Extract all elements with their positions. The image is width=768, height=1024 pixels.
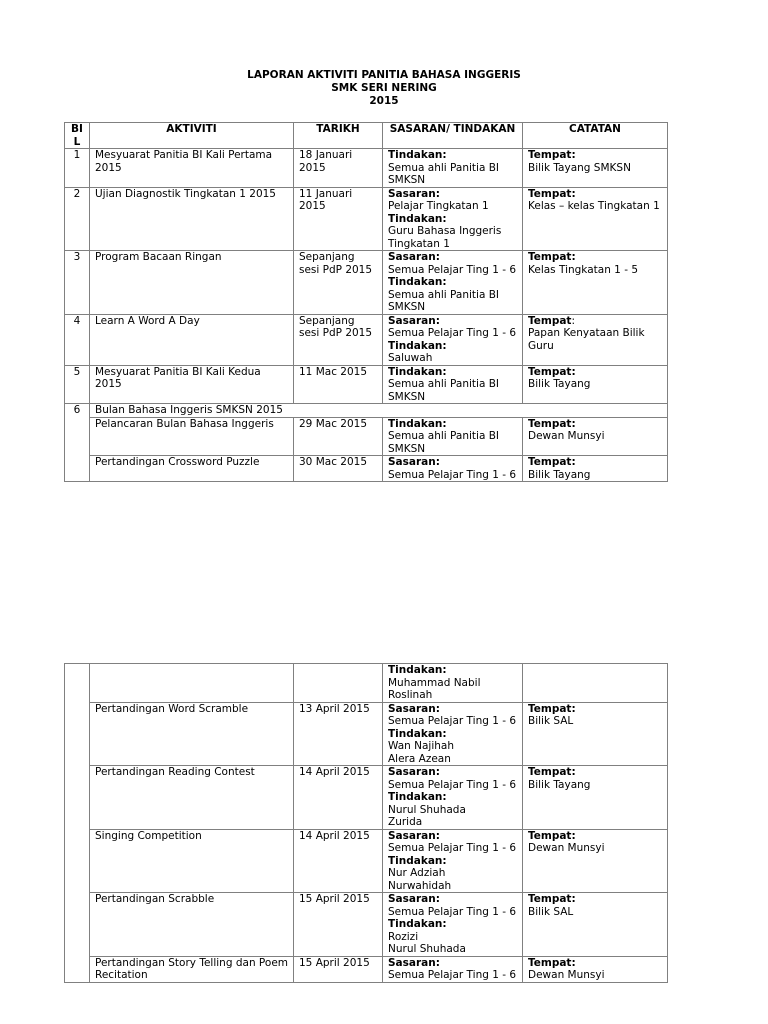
catatan-cell	[523, 956, 668, 982]
catatan-cell	[523, 365, 668, 404]
field-label: Tindakan:	[388, 149, 447, 161]
tarikh-cell: 15 April 2015	[294, 956, 383, 982]
location-label: Tempat:	[528, 829, 576, 842]
location-label: Tempat:	[528, 251, 576, 263]
table-row	[65, 149, 668, 188]
catatan-cell	[523, 417, 668, 456]
catatan-cell	[523, 829, 668, 893]
sasaran-tindakan-cell	[383, 893, 523, 957]
table-row	[65, 829, 668, 893]
sasaran-tindakan-cell	[383, 314, 523, 365]
location-label: Tempat:	[528, 956, 576, 969]
field-value: Nurul Shuhada	[388, 943, 466, 955]
field-value: Rozizi	[388, 930, 419, 943]
sasaran-tindakan-cell	[383, 149, 523, 188]
aktiviti-cell: Pelancaran Bulan Bahasa Inggeris	[90, 417, 294, 456]
catatan-cell	[523, 149, 668, 188]
aktiviti-cell: Mesyuarat Panitia BI Kali Kedua 2015	[90, 365, 294, 404]
field-value: Nur Adziah	[388, 867, 446, 879]
tarikh-cell: 30 Mac 2015	[294, 456, 383, 482]
table-row	[65, 365, 668, 404]
field-value: Nurwahidah	[388, 879, 452, 892]
table-row	[65, 956, 668, 982]
location-label: Tempat:	[528, 893, 576, 905]
sasaran-tindakan-cell	[383, 365, 523, 404]
field-value: Semua Pelajar Ting 1 - 6	[388, 715, 517, 727]
field-value: Semua ahli Panitia BI SMKSN	[388, 288, 500, 313]
field-label: Tindakan:	[388, 365, 447, 378]
location-value: Dewan Munsyi	[528, 969, 605, 981]
sasaran-tindakan-cell	[383, 829, 523, 893]
row-number: 5	[65, 365, 90, 404]
location-label-suffix: :	[571, 314, 575, 327]
school-name: SMK SERI NERING	[331, 82, 437, 94]
sasaran-tindakan-cell	[383, 456, 523, 482]
sasaran-tindakan-cell	[383, 702, 523, 766]
row-number: 2	[65, 187, 90, 251]
location-label: Tempat	[528, 314, 572, 327]
report-year: 2015	[369, 95, 399, 107]
header-bil: BI L	[65, 123, 90, 149]
table-header-row	[65, 123, 668, 149]
aktiviti-cell: Pertandingan Word Scramble	[90, 702, 294, 766]
location-label: Tempat:	[528, 456, 576, 468]
sasaran-tindakan-cell	[383, 417, 523, 456]
field-label: Tindakan:	[388, 212, 447, 225]
row-number: 6	[65, 404, 90, 482]
tarikh-cell: Sepanjang sesi PdP 2015	[294, 251, 383, 315]
field-value: Muhammad Nabil	[388, 676, 481, 689]
header-sasaran-tindakan: SASARAN/ TINDAKAN	[383, 123, 523, 149]
catatan-cell	[523, 702, 668, 766]
field-label: Sasaran:	[388, 893, 440, 905]
aktiviti-cell: Pertandingan Reading Contest	[90, 766, 294, 830]
field-label: Tindakan:	[388, 339, 447, 352]
location-value: Bilik Tayang	[528, 378, 591, 390]
catatan-cell	[523, 664, 668, 703]
tarikh-cell	[294, 664, 383, 703]
field-value: Semua Pelajar Ting 1 - 6	[388, 468, 517, 481]
row-number: 1	[65, 149, 90, 188]
field-label: Tindakan:	[388, 791, 447, 803]
table-row	[65, 187, 668, 251]
field-label: Tindakan:	[388, 727, 447, 740]
field-value: Saluwah	[388, 352, 433, 364]
table-row	[65, 664, 668, 703]
field-label: Sasaran:	[388, 251, 440, 263]
sasaran-tindakan-cell	[383, 251, 523, 315]
location-label: Tempat:	[528, 365, 576, 378]
field-label: Tindakan:	[388, 276, 447, 288]
catatan-cell	[523, 187, 668, 251]
field-label: Tindakan:	[388, 854, 447, 867]
activity-table-page-2	[64, 663, 668, 983]
sasaran-tindakan-cell	[383, 187, 523, 251]
location-label: Tempat:	[528, 702, 576, 715]
field-value: Semua Pelajar Ting 1 - 6	[388, 778, 517, 791]
table-row	[65, 417, 668, 456]
location-value: Papan Kenyataan Bilik Guru	[528, 327, 645, 352]
catatan-cell	[523, 456, 668, 482]
field-value: Wan Najihah	[388, 740, 455, 752]
aktiviti-cell: Program Bacaan Ringan	[90, 251, 294, 315]
field-value: Nurul Shuhada	[388, 803, 466, 816]
field-label: Sasaran:	[388, 187, 440, 200]
location-label: Tempat:	[528, 187, 576, 200]
tarikh-cell: 14 April 2015	[294, 766, 383, 830]
sasaran-tindakan-cell	[383, 766, 523, 830]
tarikh-cell: 13 April 2015	[294, 702, 383, 766]
header-tarikh: TARIKH	[294, 123, 383, 149]
sasaran-tindakan-cell	[383, 664, 523, 703]
aktiviti-cell: Singing Competition	[90, 829, 294, 893]
group-heading-row	[65, 404, 668, 418]
field-label: Sasaran:	[388, 314, 440, 327]
field-value: Semua Pelajar Ting 1 - 6	[388, 263, 517, 276]
tarikh-cell: 11 Januari 2015	[294, 187, 383, 251]
location-label: Tempat:	[528, 149, 576, 161]
activity-table-page-1	[64, 122, 668, 482]
location-value: Kelas – kelas Tingkatan 1	[528, 200, 660, 212]
report-title: LAPORAN AKTIVITI PANITIA BAHASA INGGERIS	[247, 69, 521, 81]
field-label: Tindakan:	[388, 417, 447, 430]
field-value: Roslinah	[388, 689, 433, 701]
table-row	[65, 893, 668, 957]
aktiviti-cell: Pertandingan Crossword Puzzle	[90, 456, 294, 482]
aktiviti-cell: Learn A Word A Day	[90, 314, 294, 365]
tarikh-cell: 18 Januari 2015	[294, 149, 383, 188]
field-label: Tindakan:	[388, 918, 447, 930]
field-value: Semua Pelajar Ting 1 - 6	[388, 905, 517, 918]
field-value: Semua ahli Panitia BI SMKSN	[388, 161, 500, 186]
tarikh-cell: 14 April 2015	[294, 829, 383, 893]
field-value: Semua Pelajar Ting 1 - 6	[388, 969, 517, 981]
aktiviti-cell: Pertandingan Scrabble	[90, 893, 294, 957]
field-value: Semua Pelajar Ting 1 - 6	[388, 327, 517, 339]
field-label: Sasaran:	[388, 829, 440, 842]
field-label: Sasaran:	[388, 956, 440, 969]
field-value: Pelajar Tingkatan 1	[388, 200, 489, 212]
catatan-cell	[523, 893, 668, 957]
table-row	[65, 456, 668, 482]
location-label: Tempat:	[528, 417, 576, 430]
sasaran-tindakan-cell	[383, 956, 523, 982]
table-row	[65, 251, 668, 315]
tarikh-cell: 11 Mac 2015	[294, 365, 383, 404]
location-value: Dewan Munsyi	[528, 430, 605, 442]
row-number-continued	[65, 664, 90, 983]
location-value: Bilik SAL	[528, 905, 574, 918]
tarikh-cell: 29 Mac 2015	[294, 417, 383, 456]
catatan-cell	[523, 314, 668, 365]
field-value: Semua Pelajar Ting 1 - 6	[388, 842, 517, 854]
header-catatan: CATATAN	[523, 123, 668, 149]
field-value: Guru Bahasa Inggeris Tingkatan 1	[388, 225, 502, 250]
location-value: Bilik SAL	[528, 715, 574, 727]
catatan-cell	[523, 766, 668, 830]
aktiviti-cell: Mesyuarat Panitia BI Kali Pertama 2015	[90, 149, 294, 188]
location-value: Kelas Tingkatan 1 - 5	[528, 263, 639, 276]
catatan-cell	[523, 251, 668, 315]
tarikh-cell: Sepanjang sesi PdP 2015	[294, 314, 383, 365]
location-value: Bilik Tayang SMKSN	[528, 161, 631, 174]
table-row	[65, 702, 668, 766]
field-value: Semua ahli Panitia BI SMKSN	[388, 430, 500, 455]
field-label: Sasaran:	[388, 456, 440, 468]
table-row	[65, 766, 668, 830]
table-row	[65, 314, 668, 365]
location-label: Tempat:	[528, 766, 576, 778]
header-aktiviti: AKTIVITI	[90, 123, 294, 149]
location-value: Bilik Tayang	[528, 468, 591, 481]
aktiviti-cell	[90, 664, 294, 703]
location-value: Bilik Tayang	[528, 778, 591, 791]
field-value: Zurida	[388, 816, 423, 828]
row-number: 4	[65, 314, 90, 365]
field-label: Sasaran:	[388, 766, 440, 778]
location-value: Dewan Munsyi	[528, 842, 605, 854]
field-label: Tindakan:	[388, 664, 447, 676]
field-label: Sasaran:	[388, 702, 440, 715]
tarikh-cell: 15 April 2015	[294, 893, 383, 957]
group-heading: Bulan Bahasa Inggeris SMKSN 2015	[90, 404, 668, 418]
aktiviti-cell: Ujian Diagnostik Tingkatan 1 2015	[90, 187, 294, 251]
aktiviti-cell: Pertandingan Story Telling dan Poem Recitation	[90, 956, 294, 982]
row-number: 3	[65, 251, 90, 315]
field-value: Alera Azean	[388, 752, 451, 765]
field-value: Semua ahli Panitia BI SMKSN	[388, 378, 500, 403]
